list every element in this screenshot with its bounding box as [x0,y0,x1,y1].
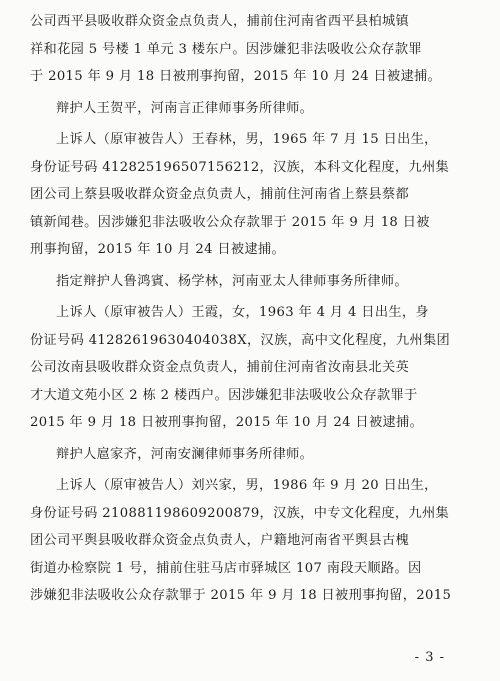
text-line: 上诉人（原审被告人）王春林，男，1965 年 7 月 15 日出生， [56,132,438,147]
text-line: 身份证号码 412825196507156212，汉族，本科文化程度，九州集 [30,159,450,175]
text-line: 祥和花园 5 号楼 1 单元 3 楼东户。因涉嫌犯非法吸收公众存款罪 [30,41,422,57]
text-line: 于 2015 年 9 月 18 日被刑事拘留，2015 年 10 月 24 日被逮捕。 [30,69,442,84]
text-line: 镇新闻巷。因涉嫌犯非法吸收公众存款罪于 2015 年 9 月 18 日被 [30,214,430,230]
text-line: 2015 年 9 月 18 日被刑事拘留，2015 年 10 月 24 日被逮捕。 [30,415,424,430]
text-line: 上诉人（原审被告人）刘兴家，男，1986 年 9 月 20 日出生， [56,478,438,493]
text-line: 刑事拘留，2015 年 10 月 24 日被逮捕。 [30,242,286,257]
paragraph-continuation [30,8,480,91]
text-line: 身份证号码 210881198609200879，汉族，中专文化程度，九州集 [30,505,450,521]
text-line: 指定辩护人鲁鸿賓、杨学林，河南亚太人律师事务所律师。 [56,273,408,289]
text-line: 辩护人扈家齐，河南安澜律师事务所律师。 [56,446,314,462]
text-line: 街道办检察院 1 号，捕前住驻马店市驿城区 107 南段天顺路。因 [30,560,422,576]
text-line: 团公司上蔡县吸收群众资金点负责人，捕前住河南省上蔡县蔡都 [30,187,410,202]
text-line: 份证号码 41282619630404038X，汉族，高中文化程度，九州集团 [30,332,451,348]
page-number: - 3 - [414,650,445,665]
paragraph-appellant-wang-xia [30,299,480,437]
paragraph-defender-3 [30,441,480,469]
paragraph-appellant-liu-xingjia [30,472,480,610]
text-line: 上诉人（原审被告人）王霞，女，1963 年 4 月 4 日出生，身 [56,305,429,320]
text-line: 才大道文苑小区 2 栋 2 楼西户。因涉嫌犯非法吸收公众存款罪于 [30,387,418,403]
text-line: 辩护人王贺平，河南言正律师事务所律师。 [56,100,314,116]
paragraph-defender-2 [30,268,480,296]
text-line: 团公司平舆县吸收群众资金点负责人，户籍地河南省平舆县古槐 [30,533,410,548]
text-line: 涉嫌犯非法吸收公众存款罪于 2015 年 9 月 18 日被刑事拘留，2015 [30,588,452,603]
text-line: 公司汝南县吸收群众资金点负责人，捕前住河南省汝南县北关英 [30,360,410,375]
paragraph-defender-1 [30,95,480,123]
text-line: 公司西平县吸收群众资金点负责人，捕前住河南省西平县柏城镇 [30,14,410,29]
paragraph-appellant-wang-chunlin [30,126,480,264]
